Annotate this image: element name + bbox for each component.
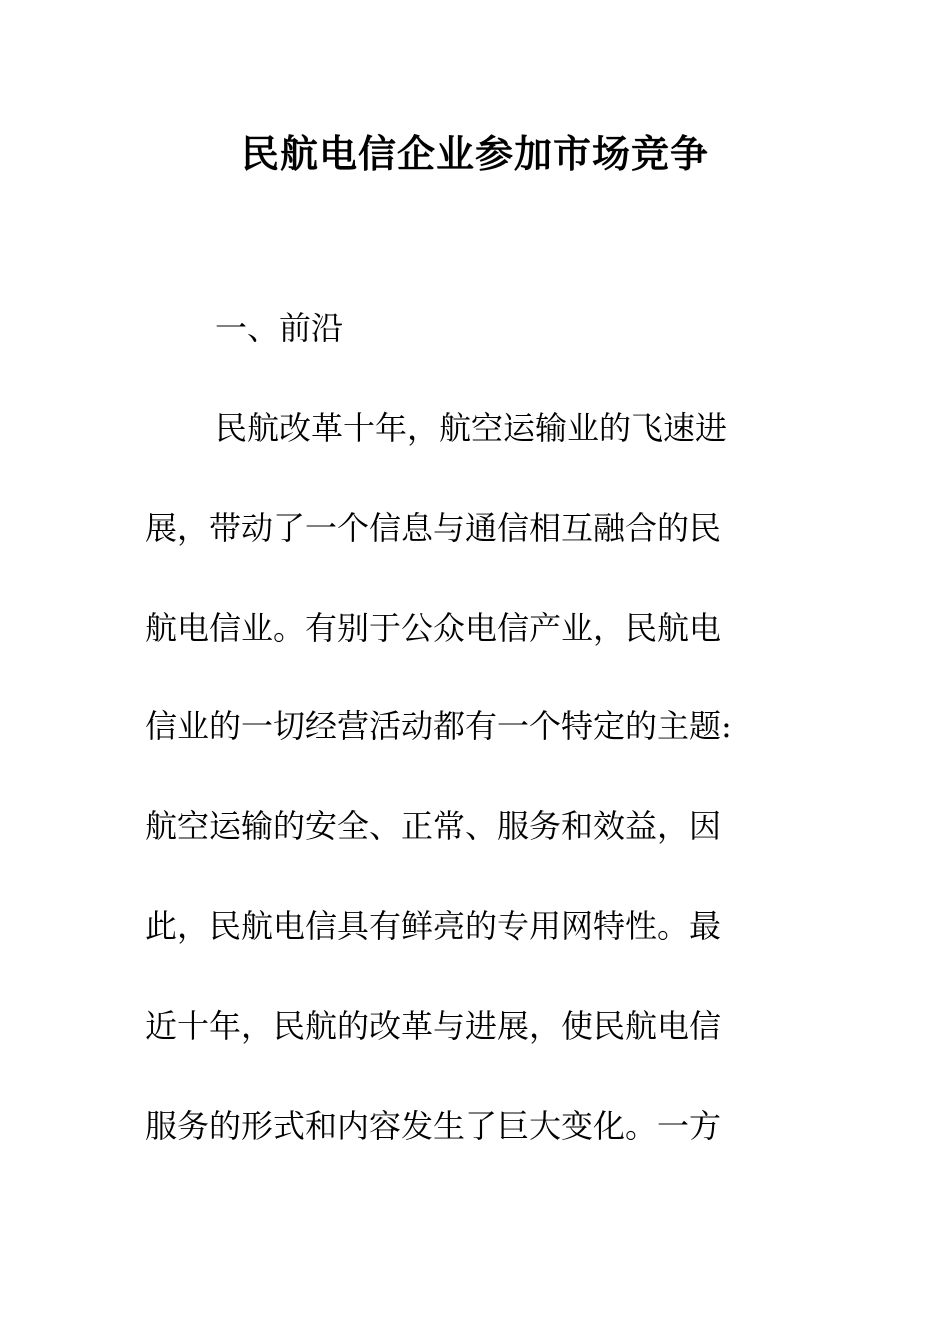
document-title: 民航电信企业参加市场竞争	[240, 131, 709, 176]
paragraph-line: 近十年，民航的改革与进展，使民航电信	[145, 1007, 722, 1045]
paragraph-line: 信业的一切经营活动都有一个特定的主题:	[145, 707, 732, 745]
paragraph-line: 航电信业。有别于公众电信产业，民航电	[145, 609, 722, 647]
paragraph-line: 展，带动了一个信息与通信相互融合的民	[145, 509, 722, 547]
paragraph-line: 航空运输的安全、正常、服务和效益，因	[145, 807, 722, 845]
paragraph-line: 此，民航电信具有鲜亮的专用网特性。最	[145, 907, 722, 945]
section-heading: 一、前沿	[215, 309, 344, 347]
paragraph-line: 服务的形式和内容发生了巨大变化。一方	[145, 1107, 722, 1145]
paragraph-line: 民航改革十年，航空运输业的飞速进	[215, 409, 728, 447]
